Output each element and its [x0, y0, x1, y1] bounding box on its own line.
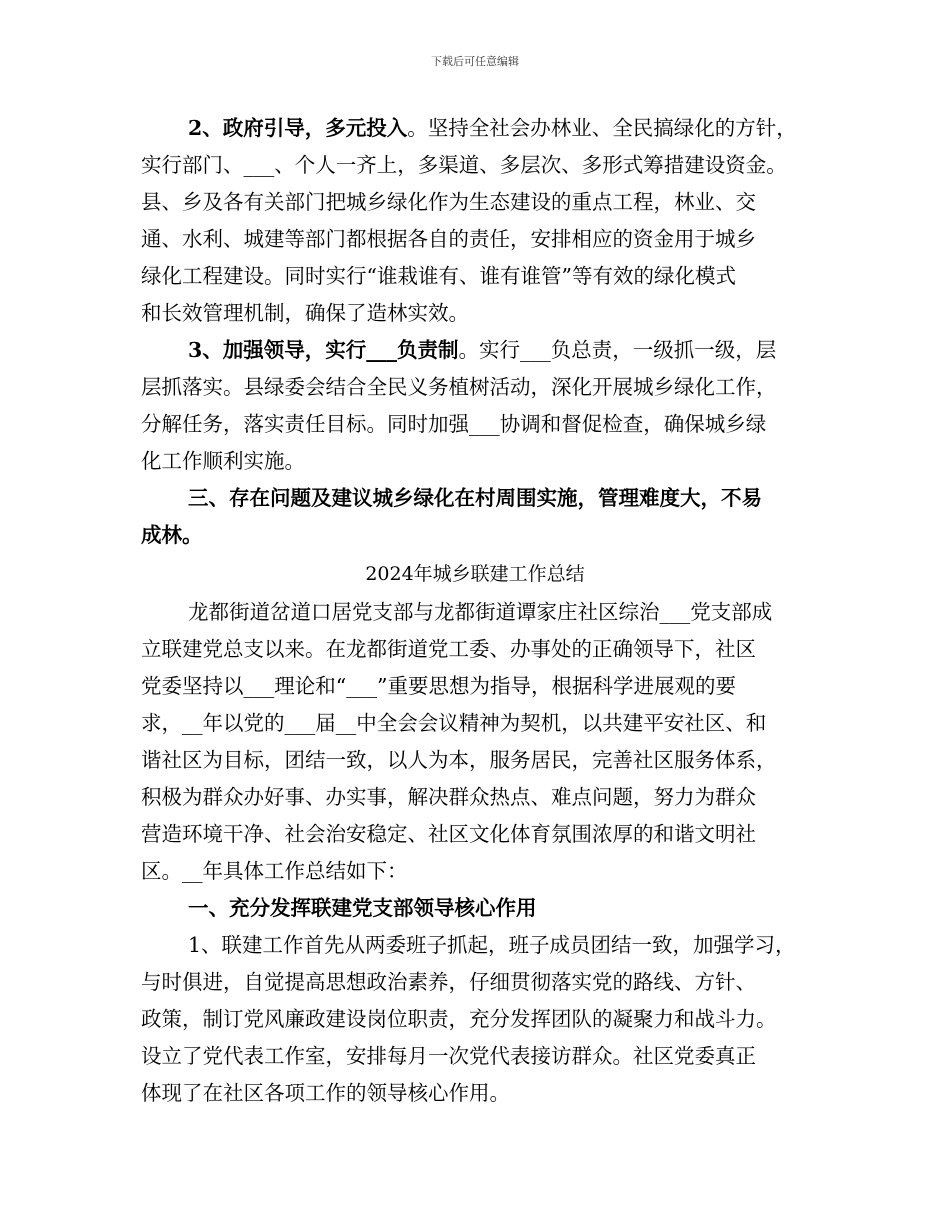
paragraph-line: 分解任务，落实责任目标。同时加强___协调和督促检查，确保城乡绿	[141, 412, 767, 436]
paragraph-text: 。实行___负总责，一级抓一级，层	[458, 338, 777, 362]
section-heading: 成林。	[141, 523, 203, 547]
paragraph-line: 1、联建工作首先从两委班子抓起，班子成员团结一致，加强学习，	[188, 933, 796, 957]
paragraph-line: 通、水利、城建等部门都根据各自的责任，安排相应的资金用于城乡	[141, 227, 756, 251]
paragraph-line: 实行部门、___、个人一齐上，多渠道、多层次、多形式筹措建设资金。	[141, 153, 787, 177]
paragraph-line: 体现了在社区各项工作的领导核心作用。	[141, 1081, 510, 1105]
paragraph-line: 县、乡及各有关部门把城乡绿化作为生态建设的重点工程，林业、交	[141, 190, 756, 214]
paragraph-line: 立联建党总支以来。在龙都街道党工委、办事处的正确领导下，社区	[141, 637, 756, 661]
paragraph-line	[188, 336, 776, 364]
paragraph-line: 党委坚持以___理论和“___”重要思想为指导，根据科学进展观的要	[141, 674, 736, 698]
paragraph-line: 设立了党代表工作室，安排每月一次党代表接访群众。社区党委真正	[141, 1044, 756, 1068]
section-heading: 三、存在问题及建议城乡绿化在村周围实施，管理难度大，不易	[188, 486, 762, 510]
paragraph-heading: 2、政府引导，多元投入	[188, 116, 408, 140]
paragraph-line: 与时俱进，自觉提高思想政治素养，仔细贯彻落实党的路线、方针、	[141, 970, 756, 994]
paragraph-line: 谐社区为目标，团结一致，以人为本，服务居民，完善社区服务体系，	[141, 748, 777, 772]
document-title: 2024年城乡联建工作总结	[365, 563, 585, 585]
paragraph-line: 龙都街道岔道口居党支部与龙都街道谭家庄社区综治___党支部成	[188, 600, 773, 624]
paragraph-heading: 3、加强领导，实行___负责制	[188, 338, 459, 362]
paragraph-text: 。坚持全社会办林业、全民搞绿化的方针，	[407, 116, 797, 140]
paragraph-line: 层抓落实。县绿委会结合全民义务植树活动，深化开展城乡绿化工作，	[141, 375, 777, 399]
paragraph-line	[188, 114, 797, 142]
paragraph-line: 绿化工程建设。同时实行“谁栽谁有、谁有谁管”等有效的绿化模式	[141, 264, 736, 288]
paragraph-line: 化工作顺利实施。	[141, 449, 305, 473]
page-header-note: 下载后可任意编辑	[431, 55, 519, 68]
paragraph-line: 和长效管理机制，确保了造林实效。	[141, 301, 469, 325]
section-heading: 一、充分发挥联建党支部领导核心作用	[188, 896, 537, 920]
paragraph-line: 求，__年以党的___届__中全会会议精神为契机，以共建平安社区、和	[141, 711, 767, 735]
paragraph-line: 积极为群众办好事、办实事，解决群众热点、难点问题，努力为群众	[141, 785, 756, 809]
paragraph-line: 政策，制订党风廉政建设岗位职责，充分发挥团队的凝聚力和战斗力。	[141, 1007, 777, 1031]
paragraph-line: 营造环境干净、社会治安稳定、社区文化体育氛围浓厚的和谐文明社	[141, 822, 756, 846]
paragraph-line: 区。__年具体工作总结如下：	[141, 859, 408, 883]
